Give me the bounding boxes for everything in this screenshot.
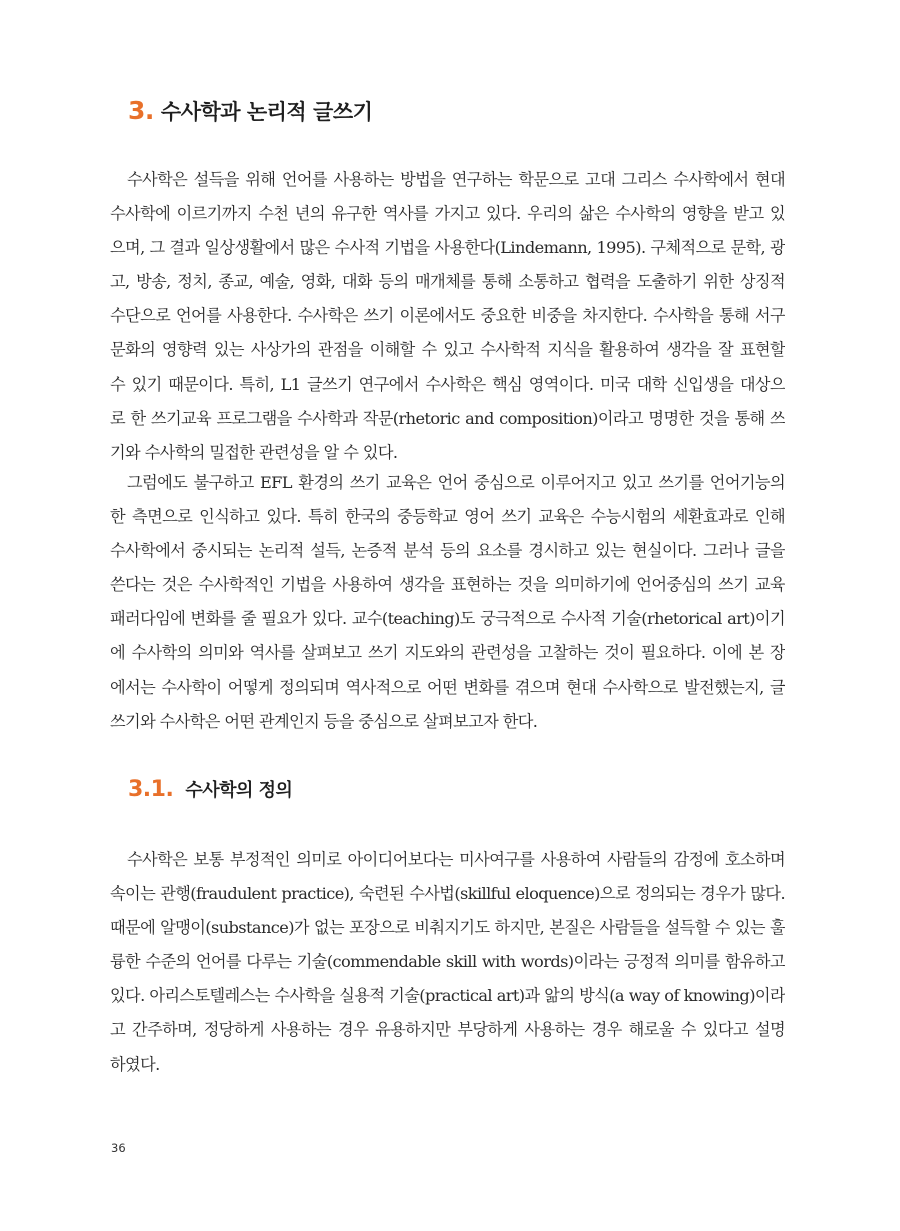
text-line: 고, 방송, 정치, 종교, 예술, 영화, 대화 등의 매개체를 통해 소통하고 협력을 도출하기 위한 상징적 xyxy=(110,272,785,292)
page-number: 36 xyxy=(111,1141,126,1155)
text-line: 수단으로 언어를 사용한다. 수사학은 쓰기 이론에서도 중요한 비중을 차지한다. 수사학을 통해 서구 xyxy=(110,306,785,326)
text-line: 에서는 수사학이 어떻게 정의되며 역사적으로 어떤 변화를 겪으며 현대 수사학으로 발전했는지, 글 xyxy=(110,677,785,697)
text-line: 으며, 그 결과 일상생활에서 많은 수사적 기법을 사용한다(Lindemann, 1995). 구체적으로 문학, 광 xyxy=(110,238,785,258)
text-line: 수 있기 때문이다. 특히, L1 글쓰기 연구에서 수사학은 핵심 영역이다. 미국 대학 신입생을 대상으 xyxy=(110,374,785,394)
text-line: 수사학에 이르기까지 수천 년의 유구한 역사를 가지고 있다. 우리의 삶은 수사학의 영향을 받고 있 xyxy=(110,204,785,224)
paragraph-efl xyxy=(110,466,785,739)
paragraph-definition xyxy=(110,843,785,1082)
text-line: 륭한 수준의 언어를 다루는 기술(commendable skill with words)이라는 긍정적 의미를 함유하고 xyxy=(110,952,785,972)
text-line: 때문에 알맹이(substance)가 없는 포장으로 비춰지기도 하지만, 본질은 사람들을 설득할 수 있는 훌 xyxy=(110,918,785,938)
text-line: 그럼에도 불구하고 EFL 환경의 쓰기 교육은 언어 중심으로 이루어지고 있고 쓰기를 언어기능의 xyxy=(127,473,785,492)
text-line: 수사학은 설득을 위해 언어를 사용하는 방법을 연구하는 학문으로 고대 그리스 수사학에서 현대 xyxy=(127,170,785,189)
text-line: 패러다임에 변화를 줄 필요가 있다. 교수(teaching)도 궁극적으로 수사적 기술(rhetorical art)이기 xyxy=(110,609,785,629)
text-line: 수사학에서 중시되는 논리적 설득, 논증적 분석 등의 요소를 경시하고 있는 현실이다. 그러나 글을 xyxy=(110,541,785,561)
text-line: 하였다. xyxy=(110,1054,160,1074)
section-title: 수사학과 논리적 글쓰기 xyxy=(160,100,373,124)
text-line: 에 수사학의 의미와 역사를 살펴보고 쓰기 지도와의 관련성을 고찰하는 것이 필요하다. 이에 본 장 xyxy=(110,643,785,663)
section-heading xyxy=(128,96,372,126)
text-line: 한 측면으로 인식하고 있다. 특히 한국의 중등학교 영어 쓰기 교육은 수능시험의 세환효과로 인해 xyxy=(110,507,785,527)
text-line: 쓰기와 수사학은 어떤 관계인지 등을 중심으로 살펴보고자 한다. xyxy=(110,711,538,731)
subsection-title: 수사학의 정의 xyxy=(185,780,293,801)
subsection-heading xyxy=(128,776,292,802)
text-line: 속이는 관행(fraudulent practice), 숙련된 수사법(skillful eloquence)으로 정의되는 경우가 많다. xyxy=(110,884,785,904)
subsection-number: 3.1. xyxy=(128,777,174,802)
text-line: 로 한 쓰기교육 프로그램을 수사학과 작문(rhetoric and composition)이라고 명명한 것을 통해 쓰 xyxy=(110,408,785,428)
paragraph-intro xyxy=(110,163,785,470)
text-line: 문화의 영향력 있는 사상가의 관점을 이해할 수 있고 수사학적 지식을 활용하여 생각을 잘 표현할 xyxy=(110,340,785,360)
text-line: 쓴다는 것은 수사학적인 기법을 사용하여 생각을 표현하는 것을 의미하기에 언어중심의 쓰기 교육 xyxy=(110,575,785,595)
section-number: 3. xyxy=(128,96,154,125)
text-line: 기와 수사학의 밀접한 관련성을 알 수 있다. xyxy=(110,442,398,462)
text-line: 있다. 아리스토텔레스는 수사학을 실용적 기술(practical art)과 앎의 방식(a way of knowing)이라 xyxy=(110,986,785,1006)
text-line: 고 간주하며, 정당하게 사용하는 경우 유용하지만 부당하게 사용하는 경우 해로울 수 있다고 설명 xyxy=(110,1020,785,1040)
text-line: 수사학은 보통 부정적인 의미로 아이디어보다는 미사여구를 사용하여 사람들의 감정에 호소하며 xyxy=(127,850,785,869)
